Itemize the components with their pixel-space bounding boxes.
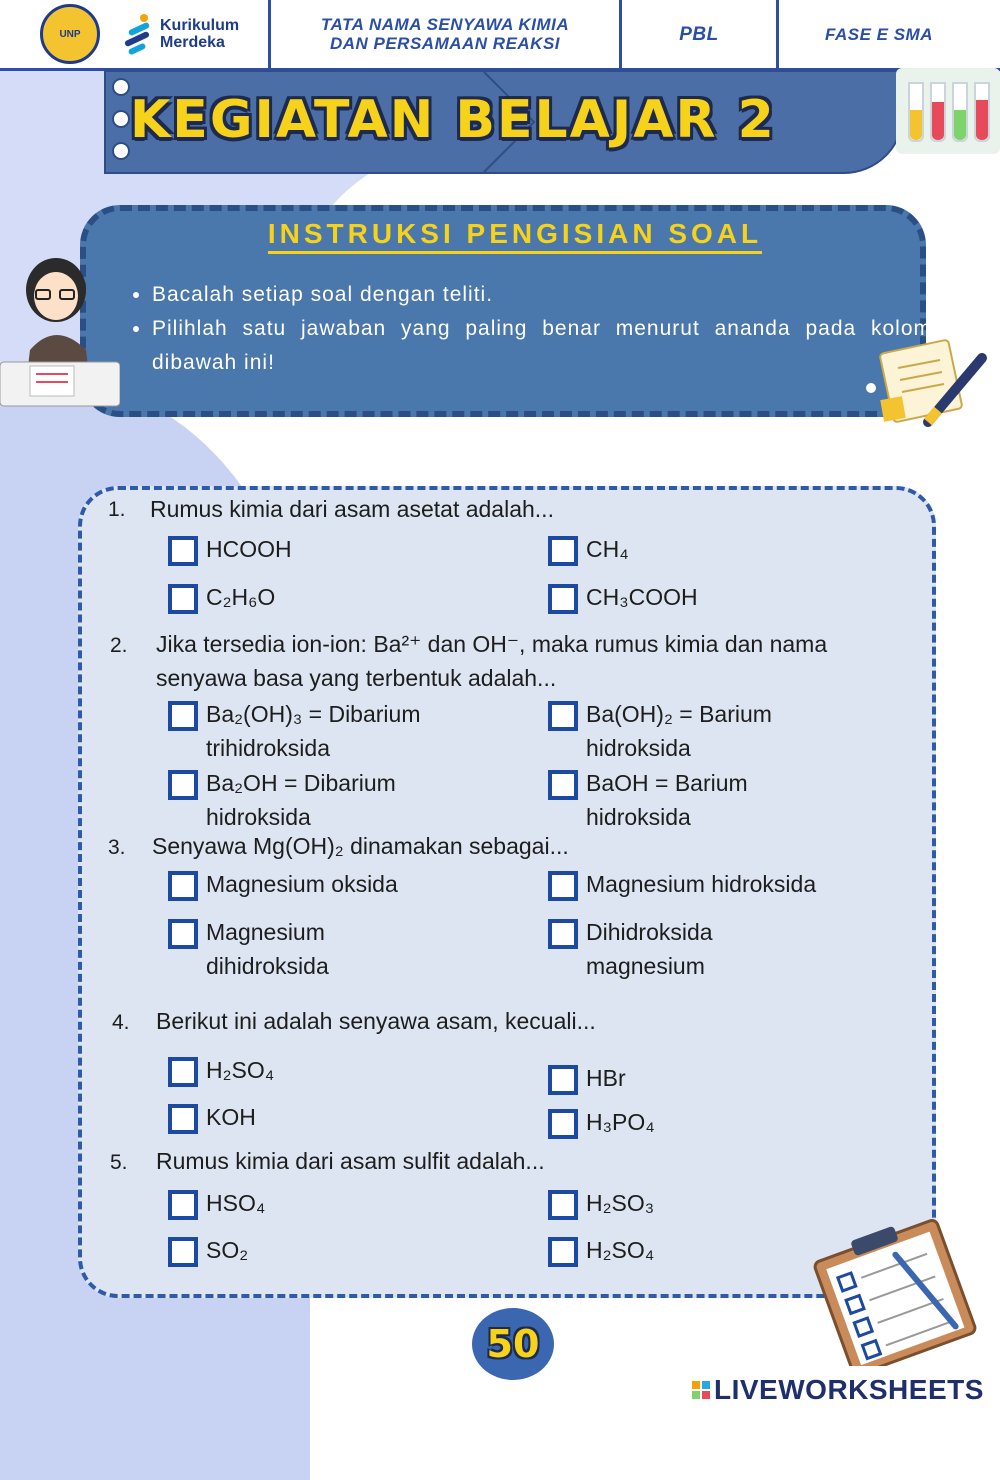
- checkbox[interactable]: [168, 584, 198, 614]
- question-number: 4.: [112, 1011, 130, 1034]
- option-c[interactable]: Magnesium dihidroksida: [168, 915, 528, 983]
- liveworksheets-icon: [692, 1381, 710, 1399]
- option-d[interactable]: H₃PO₄: [548, 1105, 908, 1139]
- option-d[interactable]: Dihidroksida magnesium: [548, 915, 908, 983]
- liveworksheets-logo: LIVEWORKSHEETS: [692, 1372, 984, 1408]
- checkbox[interactable]: [168, 871, 198, 901]
- option-a[interactable]: Ba₂(OH)₃ = Dibarium trihidroksida: [168, 697, 528, 765]
- checkbox[interactable]: [548, 1065, 578, 1095]
- checkbox[interactable]: [548, 1237, 578, 1267]
- header-topic: TATA NAMA SENYAWA KIMIA DAN PERSAMAAN REAKSI: [320, 15, 570, 53]
- option-b[interactable]: Magnesium hidroksida: [548, 867, 908, 901]
- test-tubes-icon: [896, 68, 1000, 154]
- option-d[interactable]: H₂SO₄: [548, 1233, 908, 1267]
- option-b[interactable]: CH₄: [548, 532, 888, 566]
- question-text: Jika tersedia ion-ion: Ba²⁺ dan OH⁻, maka rumus kimia dan nama senyawa basa yang terbentuk adalah...: [156, 631, 828, 691]
- question-text: Berikut ini adalah senyawa asam, kecuali...: [156, 1008, 596, 1034]
- checkbox[interactable]: [168, 701, 198, 731]
- header-bar: [0, 0, 1000, 71]
- header-model: PBL: [679, 23, 719, 45]
- instruction-title: INSTRUKSI PENGISIAN SOAL: [0, 218, 1000, 250]
- binder-ring: [112, 78, 130, 96]
- option-c[interactable]: C₂H₆O: [168, 580, 508, 614]
- option-c[interactable]: SO₂: [168, 1233, 528, 1267]
- question-number: 5.: [110, 1151, 128, 1174]
- option-d[interactable]: CH₃COOH: [548, 580, 888, 614]
- header-phase: FASE E SMA: [825, 24, 933, 44]
- checkbox[interactable]: [168, 919, 198, 949]
- question-text: Rumus kimia dari asam sulfit adalah...: [156, 1148, 545, 1174]
- kurikulum-merdeka-logo: [124, 10, 264, 58]
- checkbox[interactable]: [548, 1190, 578, 1220]
- option-a[interactable]: HSO₄: [168, 1186, 528, 1220]
- checkbox[interactable]: [548, 701, 578, 731]
- kurikulum-merdeka-text: Kurikulum Merdeka: [160, 17, 240, 51]
- checkbox[interactable]: [548, 871, 578, 901]
- binder-ring: [112, 110, 130, 128]
- checkbox[interactable]: [168, 1057, 198, 1087]
- checkbox[interactable]: [168, 536, 198, 566]
- checkbox[interactable]: [548, 1109, 578, 1139]
- question-text: Rumus kimia dari asam asetat adalah...: [150, 496, 554, 522]
- decorative-dot: [866, 383, 876, 393]
- option-b[interactable]: Ba(OH)₂ = Barium hidroksida: [548, 697, 908, 765]
- option-a[interactable]: H₂SO₄: [168, 1053, 528, 1087]
- clipboard-checklist-icon: [808, 1216, 988, 1366]
- option-b[interactable]: H₂SO₃: [548, 1186, 908, 1220]
- checkbox[interactable]: [548, 536, 578, 566]
- option-d[interactable]: BaOH = Barium hidroksida: [548, 766, 908, 834]
- checkbox[interactable]: [168, 1104, 198, 1134]
- kurikulum-merdeka-icon: [124, 14, 154, 54]
- checkbox[interactable]: [548, 770, 578, 800]
- checkbox[interactable]: [168, 1190, 198, 1220]
- page-number: 50: [472, 1308, 554, 1380]
- unp-logo: UNP: [40, 4, 100, 64]
- page-title: KEGIATAN BELAJAR 2: [130, 90, 776, 150]
- checkbox[interactable]: [548, 584, 578, 614]
- option-c[interactable]: Ba₂OH = Dibarium hidroksida: [168, 766, 528, 834]
- option-a[interactable]: Magnesium oksida: [168, 867, 528, 901]
- checkbox[interactable]: [168, 770, 198, 800]
- notepad-pencil-icon: [878, 332, 988, 432]
- checkbox[interactable]: [548, 919, 578, 949]
- instruction-list: [120, 278, 932, 380]
- teacher-illustration-icon: [0, 250, 120, 410]
- option-c[interactable]: KOH: [168, 1100, 528, 1134]
- binder-ring: [112, 142, 130, 160]
- question-number: 1.: [108, 498, 126, 521]
- question-number: 3.: [108, 836, 126, 859]
- instruction-item: • Bacalah setiap soal dengan teliti.: [152, 278, 932, 312]
- checkbox[interactable]: [168, 1237, 198, 1267]
- instruction-item: • Pilihlah satu jawaban yang paling benar menurut ananda pada kolom dibawah ini!: [152, 312, 932, 380]
- option-b[interactable]: HBr: [548, 1061, 908, 1095]
- option-a[interactable]: HCOOH: [168, 532, 508, 566]
- question-text: Senyawa Mg(OH)₂ dinamakan sebagai...: [152, 833, 569, 859]
- question-number: 2.: [110, 634, 128, 657]
